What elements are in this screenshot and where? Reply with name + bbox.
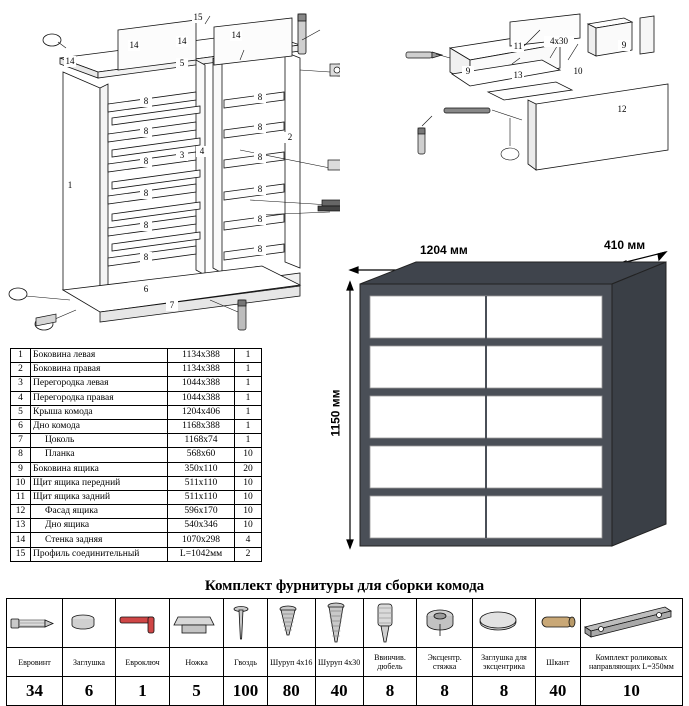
part-size: 511х110	[168, 476, 235, 490]
part-size: L=1042мм	[168, 547, 235, 561]
part-callout-8d: 8	[140, 188, 152, 199]
hardware-item-name: Шкант	[536, 648, 581, 677]
table-row	[11, 519, 262, 533]
table-row	[11, 547, 262, 561]
part-callout-8j: 8	[254, 184, 266, 195]
table-row	[11, 391, 262, 405]
table-row	[11, 476, 262, 490]
table-row	[11, 448, 262, 462]
part-name: Дно ящика	[31, 519, 168, 533]
hardware-item-name: Евровинт	[7, 648, 63, 677]
cam-cap-icon	[472, 599, 535, 648]
table-row	[11, 405, 262, 419]
hardware-item-count: 6	[62, 677, 115, 706]
part-size: 1204х406	[168, 405, 235, 419]
hardware-item-name: Евроключ	[116, 648, 170, 677]
hardware-item-count: 5	[169, 677, 223, 706]
part-qty: 10	[235, 505, 262, 519]
finished-chest-view	[328, 238, 684, 574]
drawer-dim-4x30: 4х30	[544, 36, 574, 47]
hardware-item-count: 34	[7, 677, 63, 706]
part-callout-3: 3	[176, 150, 188, 161]
drawer-assembly-diagram	[392, 8, 684, 178]
hardware-item-name: Заглушка для эксцентрика	[472, 648, 535, 677]
hardware-kit-title: Комплект фурнитуры для сборки комода	[204, 578, 485, 594]
hardware-item-count: 8	[472, 677, 535, 706]
hardware-item-count: 40	[315, 677, 363, 706]
part-callout-8g: 8	[254, 92, 266, 103]
hardware-item-count: 10	[580, 677, 682, 706]
part-name: Крыша комода	[31, 405, 168, 419]
euro-screw-icon	[7, 599, 63, 648]
part-number: 6	[11, 419, 31, 433]
part-name: Боковина левая	[31, 349, 168, 363]
table-row	[11, 490, 262, 504]
cap-icon	[62, 599, 115, 648]
part-qty: 10	[235, 519, 262, 533]
part-number: 13	[11, 519, 31, 533]
hardware-item-count: 80	[267, 677, 315, 706]
part-size: 1070х298	[168, 533, 235, 547]
part-qty: 1	[235, 434, 262, 448]
part-callout-8f: 8	[140, 252, 152, 263]
part-size: 596х170	[168, 505, 235, 519]
hardware-item-name: Шуруп 4х30	[315, 648, 363, 677]
part-callout-8i: 8	[254, 152, 266, 163]
part-number: 11	[11, 490, 31, 504]
part-name: Планка	[31, 448, 168, 462]
hardware-item-name: Ножка	[169, 648, 223, 677]
part-name: Боковина ящика	[31, 462, 168, 476]
drawer-callout-10: 10	[573, 66, 583, 76]
part-callout-8l: 8	[254, 244, 266, 255]
part-number: 2	[11, 363, 31, 377]
part-name: Профиль соединительный	[31, 547, 168, 561]
hardware-item-name: Гвоздь	[224, 648, 268, 677]
part-size: 511х110	[168, 490, 235, 504]
part-callout-7: 7	[166, 300, 178, 311]
table-row	[11, 349, 262, 363]
hardware-item-count: 8	[417, 677, 473, 706]
part-callout-14b: 14	[177, 36, 187, 46]
width-dimension-label: 1204 мм	[420, 243, 468, 257]
part-size: 1168х388	[168, 419, 235, 433]
part-number: 1	[11, 349, 31, 363]
part-qty: 10	[235, 448, 262, 462]
part-name: Фасад ящика	[31, 505, 168, 519]
hardware-item-name: Заглушка	[62, 648, 115, 677]
part-qty: 20	[235, 462, 262, 476]
part-number: 12	[11, 505, 31, 519]
part-callout-14d: 14	[65, 56, 75, 66]
table-row	[11, 533, 262, 547]
part-number: 10	[11, 476, 31, 490]
part-size: 1044х388	[168, 391, 235, 405]
part-callout-15: 15	[193, 12, 203, 22]
table-row	[11, 462, 262, 476]
part-callout-6: 6	[140, 284, 152, 295]
part-callout-4: 4	[196, 146, 208, 157]
drawer-callout-11: 11	[513, 41, 523, 51]
part-qty: 1	[235, 391, 262, 405]
part-number: 5	[11, 405, 31, 419]
part-qty: 10	[235, 476, 262, 490]
part-number: 4	[11, 391, 31, 405]
part-qty: 10	[235, 490, 262, 504]
part-number: 9	[11, 462, 31, 476]
part-size: 1168х74	[168, 434, 235, 448]
part-qty: 1	[235, 377, 262, 391]
part-number: 14	[11, 533, 31, 547]
hardware-item-name: Шуруп 4х16	[267, 648, 315, 677]
part-name: Перегородка левая	[31, 377, 168, 391]
table-row	[11, 419, 262, 433]
hardware-kit-table	[6, 598, 683, 706]
part-size: 350х110	[168, 462, 235, 476]
part-callout-8b: 8	[140, 126, 152, 137]
table-row	[11, 505, 262, 519]
parts-list-table	[10, 348, 262, 562]
rail-set-icon	[580, 599, 682, 648]
depth-dimension-label: 410 мм	[604, 238, 646, 252]
part-size: 1044х388	[168, 377, 235, 391]
part-name: Цоколь	[31, 434, 168, 448]
drawer-callout-9a: 9	[618, 40, 630, 51]
part-callout-8c: 8	[140, 156, 152, 167]
part-callout-8a: 8	[140, 96, 152, 107]
part-qty: 1	[235, 349, 262, 363]
part-number: 7	[11, 434, 31, 448]
foot-icon	[169, 599, 223, 648]
part-name: Щит ящика задний	[31, 490, 168, 504]
screw-long-icon	[315, 599, 363, 648]
part-size: 540х346	[168, 519, 235, 533]
wooden-dowel-icon	[536, 599, 581, 648]
hardware-item-count: 8	[363, 677, 417, 706]
part-size: 1134х388	[168, 349, 235, 363]
hardware-item-count: 1	[116, 677, 170, 706]
table-row	[11, 363, 262, 377]
part-size: 568х60	[168, 448, 235, 462]
part-callout-8k: 8	[254, 214, 266, 225]
part-qty: 1	[235, 405, 262, 419]
part-qty: 1	[235, 419, 262, 433]
part-name: Дно комода	[31, 419, 168, 433]
part-name: Стенка задняя	[31, 533, 168, 547]
part-callout-5: 5	[176, 58, 188, 69]
drawer-callout-13: 13	[513, 70, 523, 80]
height-dimension-label: 1150 мм	[328, 389, 343, 437]
dowel-screw-icon	[363, 599, 417, 648]
hardware-item-name: Комплект роликовых направляющих L=350мм	[580, 648, 682, 677]
hardware-item-name: Эксцентр. стяжка	[417, 648, 473, 677]
allen-key-icon	[116, 599, 170, 648]
part-qty: 1	[235, 363, 262, 377]
part-callout-8e: 8	[140, 220, 152, 231]
part-callout-14c: 14	[231, 30, 241, 40]
part-qty: 2	[235, 547, 262, 561]
part-size: 1134х388	[168, 363, 235, 377]
drawer-callout-12: 12	[617, 104, 627, 114]
exploded-cabinet-diagram	[0, 0, 340, 342]
part-name: Перегородка правая	[31, 391, 168, 405]
part-name: Боковина правая	[31, 363, 168, 377]
table-row	[11, 377, 262, 391]
hardware-item-count: 100	[224, 677, 268, 706]
screw-icon	[267, 599, 315, 648]
part-name: Щит ящика передний	[31, 476, 168, 490]
hardware-item-count: 40	[536, 677, 581, 706]
hardware-item-name: Ввинчив. дюбель	[363, 648, 417, 677]
part-number: 3	[11, 377, 31, 391]
part-callout-2: 2	[284, 132, 296, 143]
part-callout-8h: 8	[254, 122, 266, 133]
drawer-callout-9b: 9	[462, 66, 474, 77]
part-number: 8	[11, 448, 31, 462]
part-qty: 4	[235, 533, 262, 547]
table-row	[11, 434, 262, 448]
nail-icon	[224, 599, 268, 648]
part-callout-1: 1	[64, 180, 76, 191]
part-callout-14a: 14	[129, 40, 139, 50]
part-number: 15	[11, 547, 31, 561]
cam-lock-icon	[417, 599, 473, 648]
